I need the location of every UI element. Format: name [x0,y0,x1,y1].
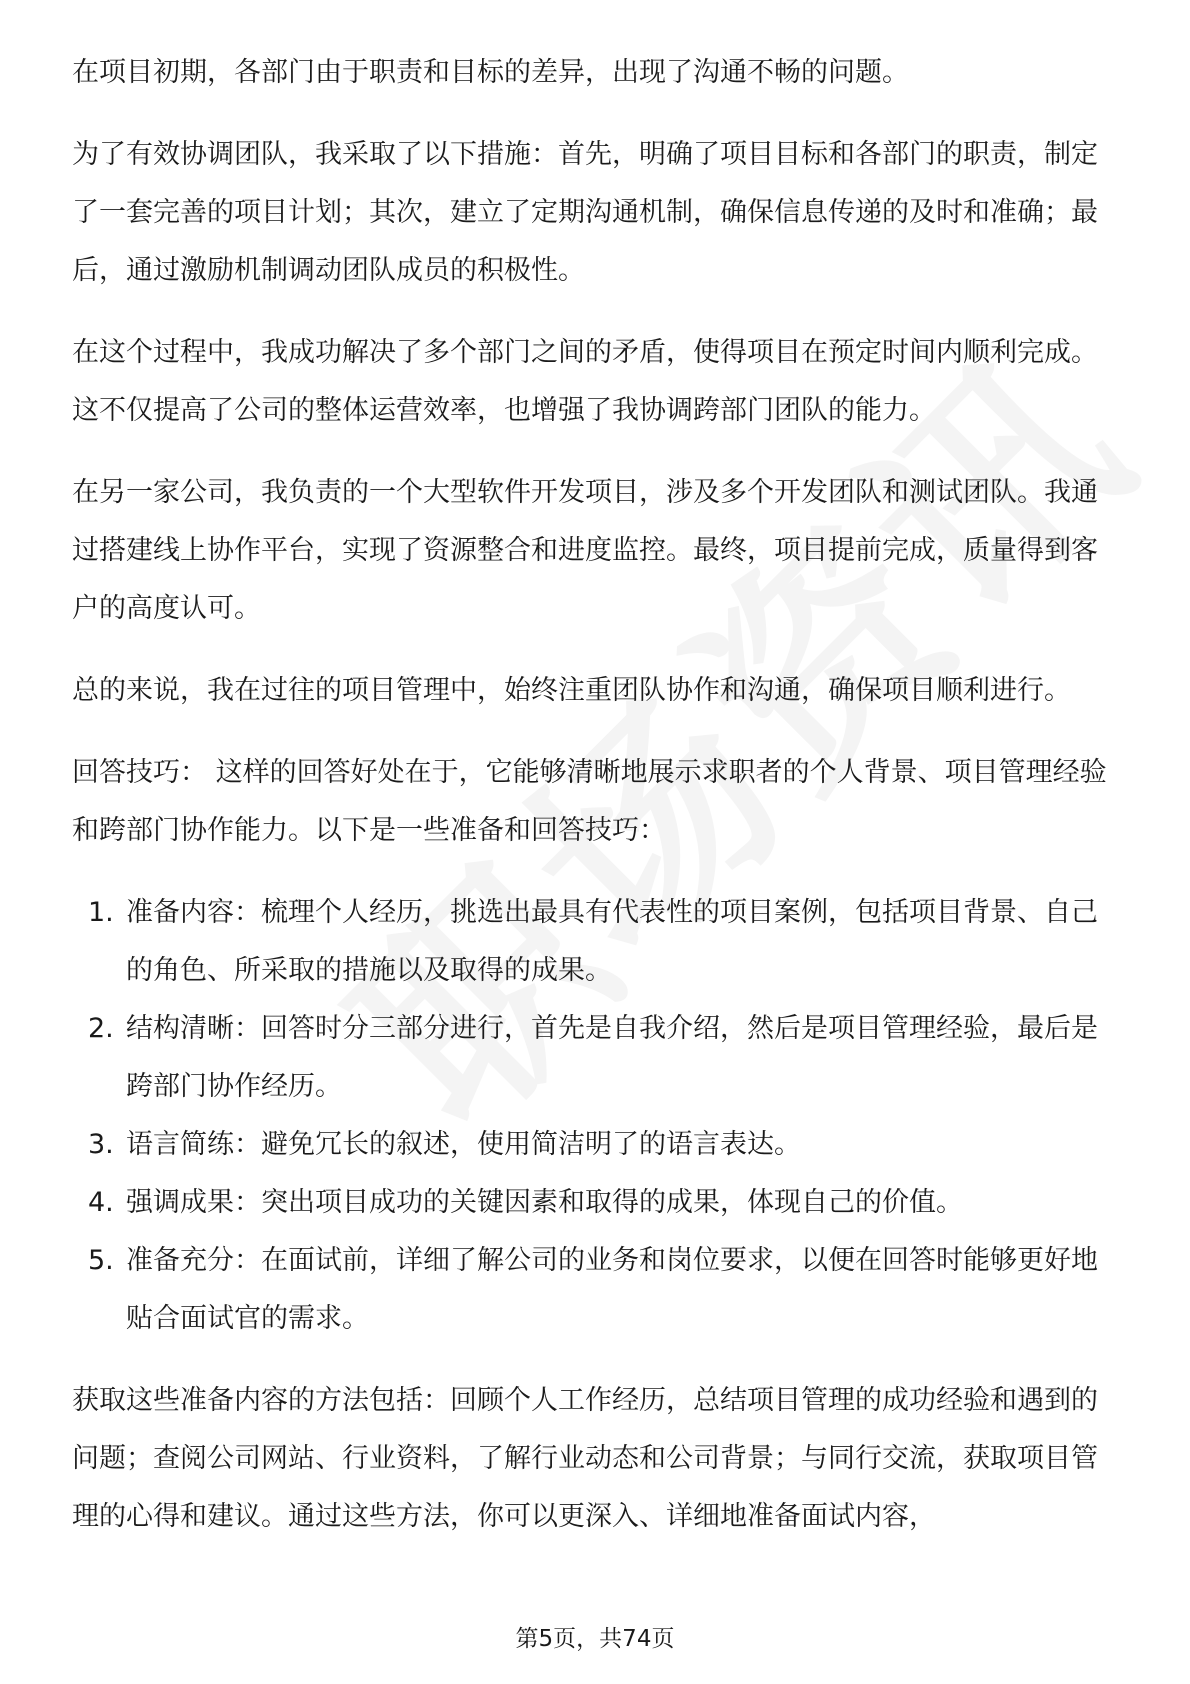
list-text: 准备充分：在面试前，详细了解公司的业务和岗位要求，以便在回答时能够更好地贴合面试官的需求。 [126,1245,1098,1334]
tips-list [72,884,1122,1348]
paragraph: 获取这些准备内容的方法包括：回顾个人工作经历，总结项目管理的成功经验和遇到的问题；查阅公司网站、行业资料，了解行业动态和公司背景；与同行交流，获取项目管理的心得和建议。通过这些方法，你可以更深入、详细地准备面试内容， [72,1385,1098,1532]
paragraph: 在项目初期，各部门由于职责和目标的差异，出现了沟通不畅的问题。 [72,57,909,88]
list-item [72,1000,1122,1116]
list-text: 准备内容：梳理个人经历，挑选出最具有代表性的项目案例，包括项目背景、自己的角色、所采取的措施以及取得的成果。 [126,897,1098,986]
list-number: 2. [88,1013,114,1044]
paragraph: 在另一家公司，我负责的一个大型软件开发项目，涉及多个开发团队和测试团队。我通过搭建线上协作平台，实现了资源整合和进度监控。最终，项目提前完成，质量得到客户的高度认可。 [72,477,1098,624]
paragraph-tips-intro: 回答技巧： 这样的回答好处在于，它能够清晰地展示求职者的个人背景、项目管理经验和跨部门协作能力。以下是一些准备和回答技巧： [72,757,1107,846]
list-number: 4. [88,1187,114,1218]
list-text: 语言简练：避免冗长的叙述，使用简洁明了的语言表达。 [126,1129,801,1160]
list-text: 结构清晰：回答时分三部分进行，首先是自我介绍，然后是项目管理经验，最后是跨部门协作经历。 [126,1013,1098,1102]
paragraph: 为了有效协调团队，我采取了以下措施：首先，明确了项目目标和各部门的职责，制定了一套完善的项目计划；其次，建立了定期沟通机制，确保信息传递的及时和准确；最后，通过激励机制调动团队成员的积极性。 [72,139,1098,286]
list-number: 3. [88,1129,114,1160]
document-body [72,44,1122,1570]
paragraph: 总的来说，我在过往的项目管理中，始终注重团队协作和沟通，确保项目顺利进行。 [72,675,1071,706]
list-number: 1. [88,897,114,928]
list-text: 强调成果：突出项目成功的关键因素和取得的成果，体现自己的价值。 [126,1187,963,1218]
list-item [72,1174,1122,1232]
page-number: 第5页，共74页 [515,1626,675,1652]
list-item [72,1232,1122,1348]
list-item [72,884,1122,1000]
list-item [72,1116,1122,1174]
list-number: 5. [88,1245,114,1276]
paragraph: 在这个过程中，我成功解决了多个部门之间的矛盾，使得项目在预定时间内顺利完成。这不仅提高了公司的整体运营效率，也增强了我协调跨部门团队的能力。 [72,337,1098,426]
